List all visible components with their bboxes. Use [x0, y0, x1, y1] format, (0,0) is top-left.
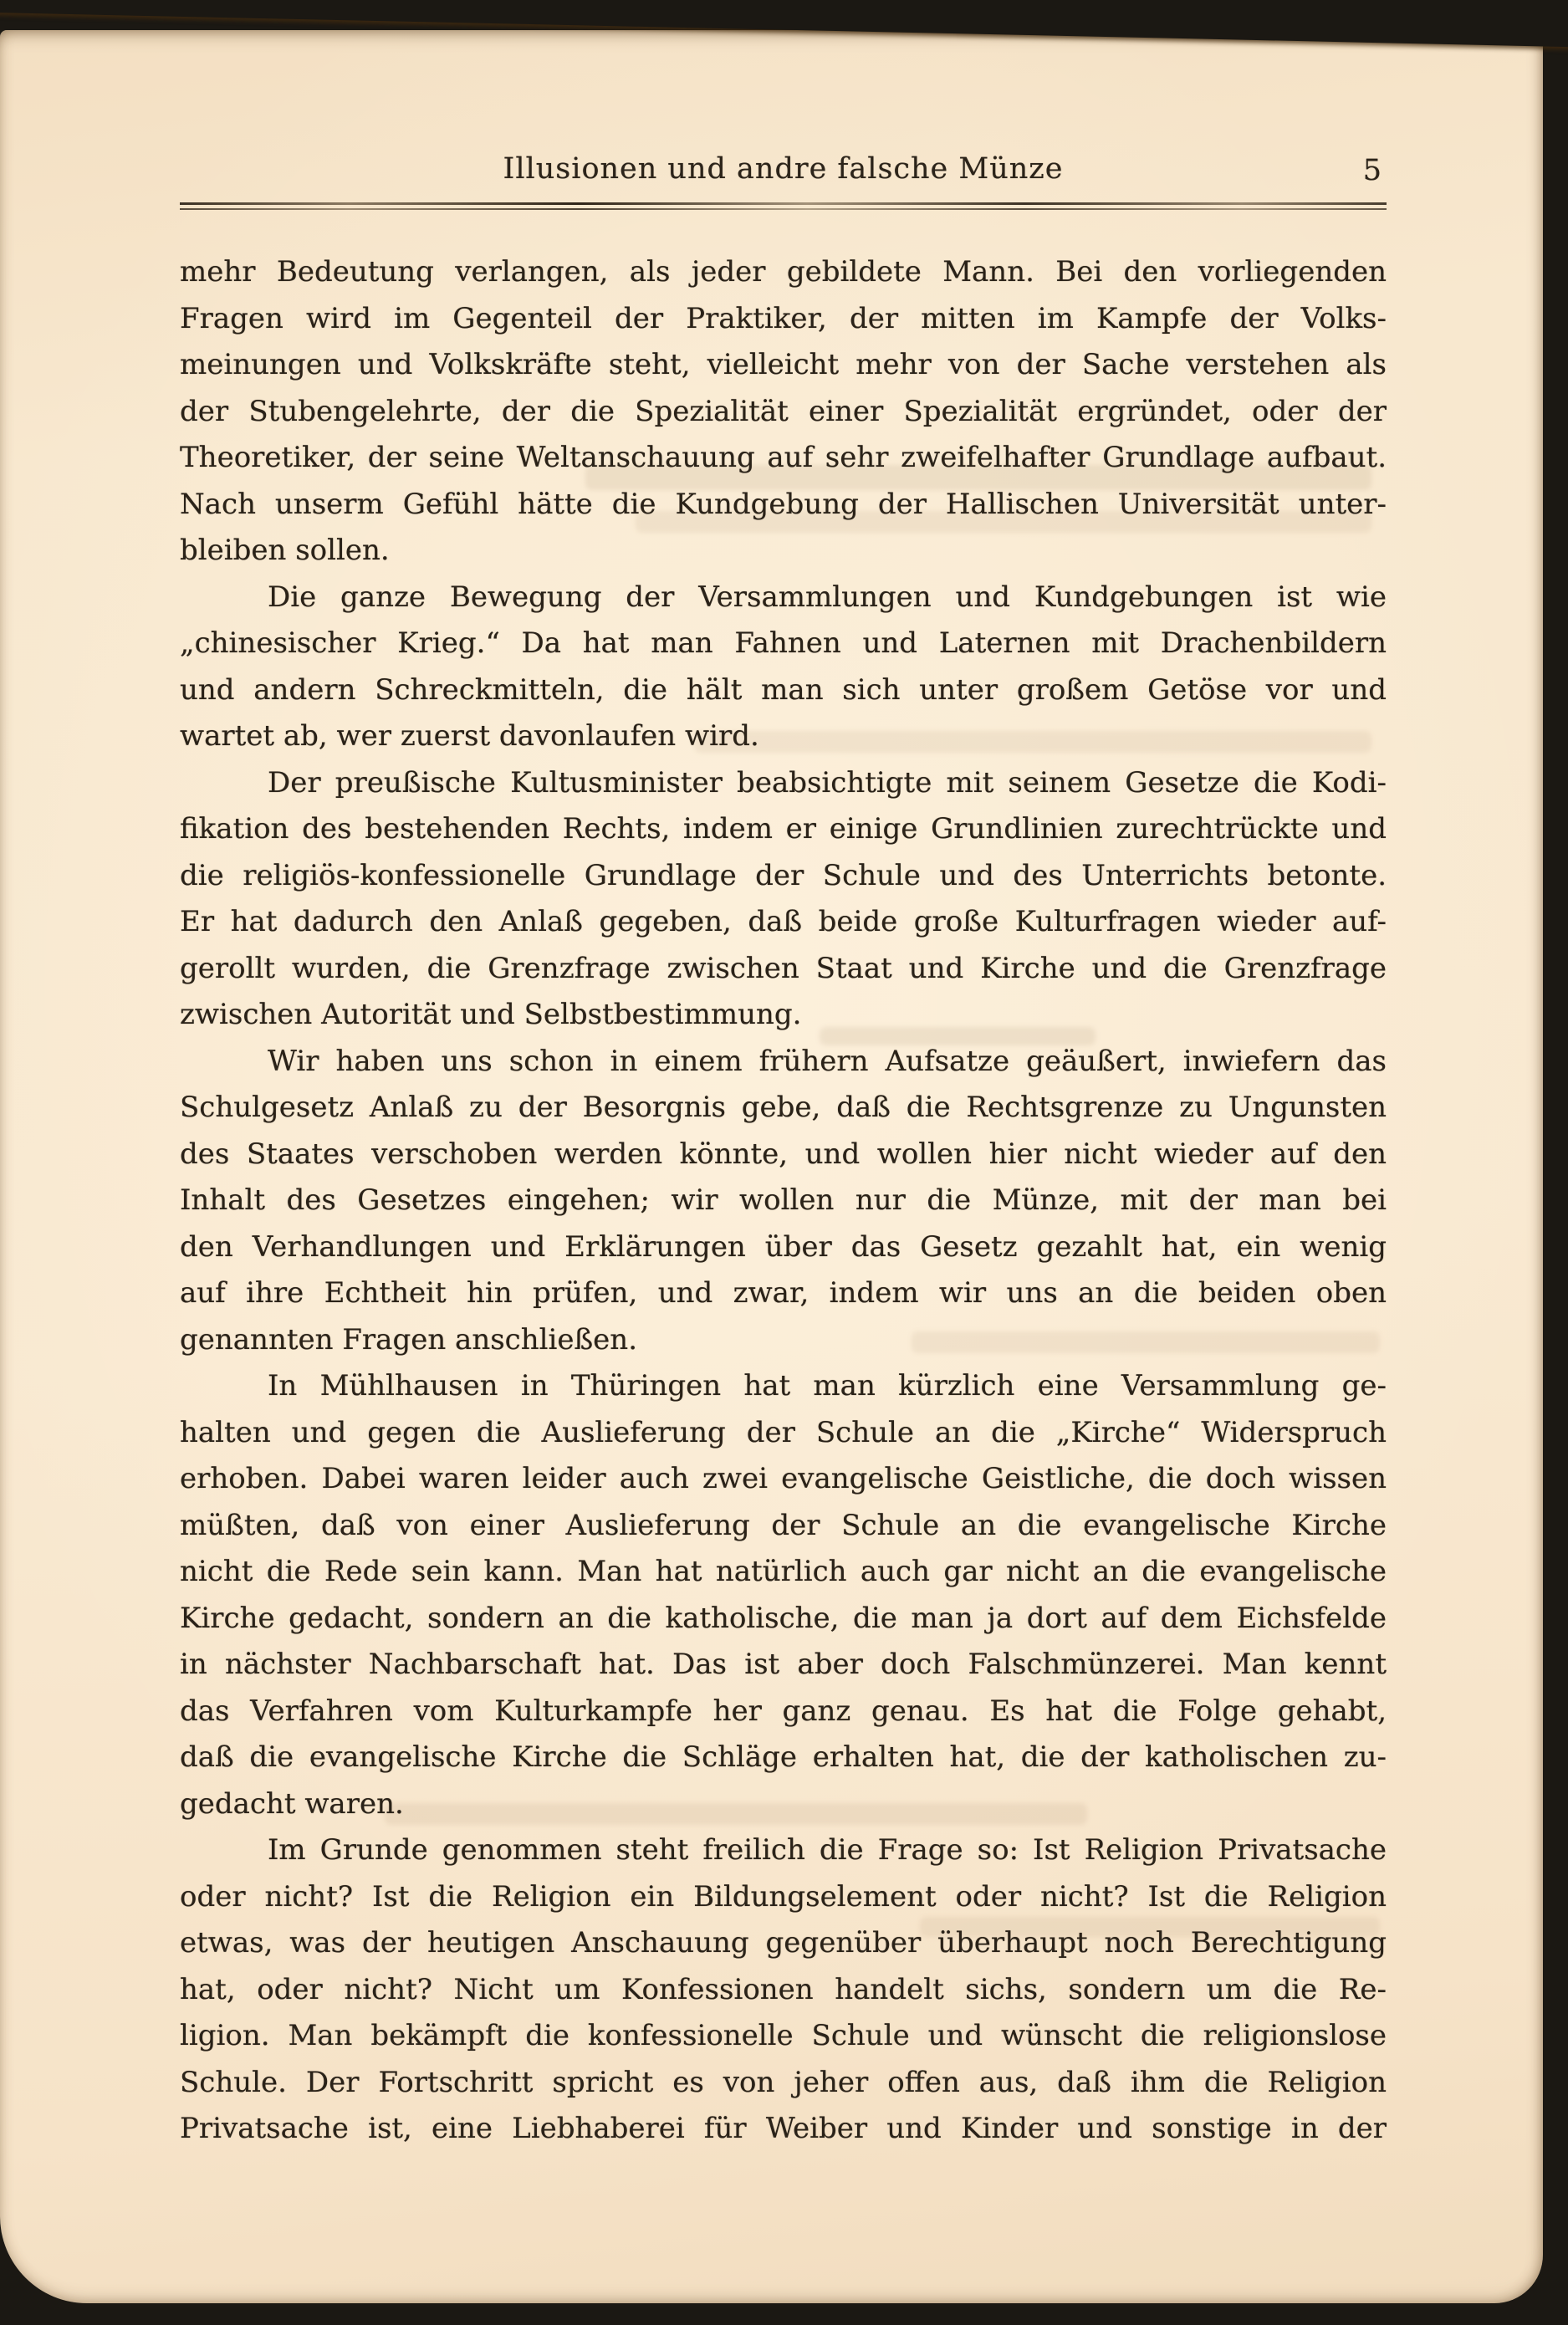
text-line: die religiös-konfessionelle Grundlage der Schule und des Unterrichts betonte.: [180, 858, 1387, 892]
text-line: zwischen Autorität und Selbstbestimmung.: [180, 998, 802, 1031]
text-line: genannten Fragen anschließen.: [180, 1322, 638, 1357]
text-line: Privatsache ist, eine Liebhaberei für Weiber und Kinder und sonstige in der: [180, 2112, 1387, 2145]
header-rule-line-top: [180, 202, 1387, 205]
header-rule: [180, 202, 1387, 210]
text-line: Er hat dadurch den Anlaß gegeben, daß beide große Kulturfragen wieder auf-: [180, 905, 1387, 938]
text-line: Im Grunde genommen steht freilich die Frage so: Ist Religion Privatsache: [268, 1833, 1387, 1867]
text-line: gerollt wurden, die Grenzfrage zwischen Staat und Kirche und die Grenzfrage: [180, 951, 1387, 985]
text-line: erhoben. Dabei waren leider auch zwei evangelische Geistliche, die doch wissen: [180, 1462, 1387, 1495]
text-line: „chinesischer Krieg.“ Da hat man Fahnen und Laternen mit Drachenbildern: [180, 626, 1387, 660]
text-line: gedacht waren.: [180, 1786, 404, 1821]
text-line: Der preußische Kultusminister beabsichtigte mit seinem Gesetze die Kodi-: [268, 765, 1387, 800]
text-line: Schulgesetz Anlaß zu der Besorgnis gebe, daß die Rechtsgrenze zu Ungunsten: [180, 1091, 1387, 1124]
page-number: 5: [1362, 154, 1382, 187]
text-line: etwas, was der heutigen Anschauung gegenüber überhaupt noch Berechtigung: [180, 1926, 1387, 1960]
header-rule-line-bottom: [180, 208, 1387, 210]
text-line: oder nicht? Ist die Religion ein Bildungselement oder nicht? Ist die Religion: [180, 1879, 1387, 1914]
text-line: der Stubengelehrte, der die Spezialität einer Spezialität ergründet, oder der: [180, 394, 1387, 428]
text-line: nicht die Rede sein kann. Man hat natürlich auch gar nicht an die evangelische: [180, 1555, 1387, 1588]
text-line: hat, oder nicht? Nicht um Konfessionen handelt sichs, sondern um die Re-: [180, 1972, 1387, 2006]
text-line: Nach unserm Gefühl hätte die Kundgebung der Hallischen Universität unter-: [180, 487, 1387, 521]
text-line: des Staates verschoben werden könnte, und wollen hier nicht wieder auf den: [180, 1137, 1387, 1171]
text-line: das Verfahren vom Kulturkampfe her ganz genau. Es hat die Folge gehabt,: [180, 1694, 1387, 1728]
text-line: müßten, daß von einer Auslieferung der Schule an die evangelische Kirche: [180, 1508, 1387, 1542]
text-line: Fragen wird im Gegenteil der Praktiker, der mitten im Kampfe der Volks-: [180, 301, 1387, 335]
text-line: Die ganze Bewegung der Versammlungen und Kundgebungen ist wie: [268, 580, 1387, 614]
text-line: meinungen und Volkskräfte steht, vielleicht mehr von der Sache verstehen als: [180, 348, 1387, 381]
book-page: [0, 30, 1543, 2303]
text-line: den Verhandlungen und Erklärungen über das Gesetz gezahlt hat, ein wenig: [180, 1229, 1387, 1264]
text-line: daß die evangelische Kirche die Schläge erhalten hat, die der katholischen zu-: [180, 1740, 1387, 1774]
body-text: [180, 249, 1387, 2153]
page-header: [180, 152, 1387, 194]
text-line: mehr Bedeutung verlangen, als jeder gebildete Mann. Bei den vorliegenden: [180, 255, 1387, 289]
text-line: Theoretiker, der seine Weltanschauung auf sehr zweifelhafter Grundlage aufbaut.: [180, 441, 1387, 474]
text-line: halten und gegen die Auslieferung der Schule an die „Kirche“ Widerspruch: [180, 1415, 1387, 1449]
text-line: wartet ab, wer zuerst davonlaufen wird.: [180, 719, 759, 753]
running-title: Illusionen und andre falsche Münze: [503, 152, 1064, 186]
text-line: Wir haben uns schon in einem frühern Aufsatze geäußert, inwiefern das: [268, 1044, 1387, 1078]
text-line: ligion. Man bekämpft die konfessionelle Schule und wünscht die religionslose: [180, 2019, 1387, 2052]
text-line: Kirche gedacht, sondern an die katholische, die man ja dort auf dem Eichsfelde: [180, 1601, 1387, 1635]
text-line: auf ihre Echtheit hin prüfen, und zwar, indem wir uns an die beiden oben: [180, 1276, 1387, 1310]
text-line: bleiben sollen.: [180, 534, 390, 567]
text-line: Inhalt des Gesetzes eingehen; wir wollen nur die Münze, mit der man bei: [180, 1183, 1387, 1217]
text-line: fikation des bestehenden Rechts, indem er einige Grundlinien zurechtrückte und: [180, 812, 1387, 846]
text-line: Schule. Der Fortschritt spricht es von jeher offen aus, daß ihm die Religion: [180, 2065, 1387, 2099]
text-line: In Mühlhausen in Thüringen hat man kürzlich eine Versammlung ge-: [268, 1369, 1387, 1403]
text-line: und andern Schreckmitteln, die hält man sich unter großem Getöse vor und: [180, 672, 1387, 707]
text-line: in nächster Nachbarschaft hat. Das ist aber doch Falschmünzerei. Man kennt: [180, 1648, 1387, 1681]
